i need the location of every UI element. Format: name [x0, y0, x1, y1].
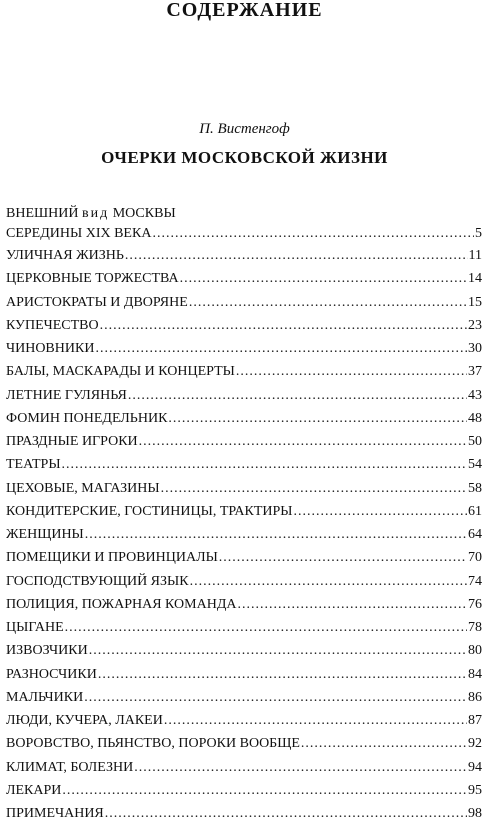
toc-entry-page: 74 [468, 573, 482, 589]
toc-entry[interactable] [6, 407, 482, 430]
dot-leader [84, 686, 467, 709]
page-heading: СОДЕРЖАНИЕ [166, 0, 323, 21]
toc-entry[interactable] [6, 779, 482, 802]
toc-entry-page: 58 [468, 480, 482, 496]
dot-leader [62, 453, 467, 476]
toc-entry-title: ВОРОВСТВО, ПЬЯНСТВО, ПОРОКИ ВООБЩЕ [6, 736, 300, 752]
toc-entry-page: 37 [468, 364, 482, 380]
toc-entry-title: ЛЕТНИЕ ГУЛЯНЬЯ [6, 387, 127, 403]
toc-entry-list [6, 244, 482, 825]
toc-entry-title: СЕРЕДИНЫ XIX ВЕКА [6, 226, 152, 241]
toc-entry-page: 15 [468, 294, 482, 310]
toc-entry-title: КОНДИТЕРСКИЕ, ГОСТИНИЦЫ, ТРАКТИРЫ [6, 503, 293, 519]
toc-entry-page: 30 [468, 341, 482, 356]
dot-leader [125, 244, 468, 267]
toc-entry-title: ГОСПОДСТВУЮЩИЙ ЯЗЫК [6, 573, 189, 589]
toc-entry[interactable] [6, 430, 482, 453]
dot-leader [89, 639, 467, 662]
toc-entry[interactable] [6, 570, 482, 593]
dot-leader [301, 732, 467, 755]
toc-entry-line [6, 204, 482, 224]
toc-entry-title: ЦЫГАНЕ [6, 620, 64, 635]
dot-leader [105, 802, 467, 825]
toc-entry-title: КЛИМАТ, БОЛЕЗНИ [6, 759, 134, 775]
toc-entry[interactable] [6, 500, 482, 523]
dot-leader [168, 407, 467, 430]
toc-entry-page: 84 [468, 666, 482, 682]
toc-entry-page: 98 [468, 806, 482, 821]
toc-entry[interactable] [6, 244, 482, 267]
toc-entry-page: 50 [468, 434, 482, 449]
toc-entry[interactable] [6, 453, 482, 476]
toc-entry-title: ЛЮДИ, КУЧЕРА, ЛАКЕИ [6, 713, 163, 728]
toc-entry[interactable] [6, 663, 482, 686]
toc-entry[interactable] [6, 224, 482, 244]
work-title: ОЧЕРКИ МОСКОВСКОЙ ЖИЗНИ [101, 148, 388, 167]
toc-entry-title: ТЕАТРЫ [6, 457, 61, 473]
toc-entry[interactable] [6, 546, 482, 569]
dot-leader [190, 570, 467, 593]
dot-leader [100, 314, 467, 337]
toc-entry-page: 76 [468, 596, 482, 612]
toc-entry[interactable] [6, 314, 482, 337]
toc-entry[interactable] [6, 337, 482, 360]
toc-entry-title: ЦЕХОВЫЕ, МАГАЗИНЫ [6, 480, 160, 496]
toc-entry[interactable] [6, 732, 482, 755]
toc-entry[interactable] [6, 523, 482, 546]
toc-entry-page: 64 [468, 527, 482, 542]
toc-entry-page: 61 [468, 503, 482, 519]
dot-leader [161, 477, 467, 500]
dot-leader [95, 337, 467, 360]
toc-entry[interactable] [6, 686, 482, 709]
toc-entry[interactable] [6, 384, 482, 407]
toc-entry-page: 23 [468, 317, 482, 333]
dot-leader [134, 756, 467, 779]
toc-entry-page: 94 [468, 759, 482, 775]
toc-entry-title: ЦЕРКОВНЫЕ ТОРЖЕСТВА [6, 271, 179, 287]
toc-entry-title: ПОМЕЩИКИ И ПРОВИНЦИАЛЫ [6, 550, 218, 566]
toc-entry-title: ПРИМЕЧАНИЯ [6, 806, 104, 821]
toc-entry[interactable] [6, 593, 482, 616]
dot-leader [189, 291, 467, 314]
dot-leader [62, 779, 467, 802]
toc-entry[interactable] [6, 616, 482, 639]
toc-entry[interactable] [6, 267, 482, 290]
toc-entry-title: МАЛЬЧИКИ [6, 689, 84, 705]
toc-entry[interactable] [6, 802, 482, 825]
toc-entry-page: 78 [468, 620, 482, 635]
dot-leader [236, 360, 467, 383]
dot-leader [85, 523, 467, 546]
toc-entry-page: 5 [475, 226, 482, 241]
toc-entry-page: 70 [468, 550, 482, 566]
toc-entry-title: БАЛЫ, МАСКАРАДЫ И КОНЦЕРТЫ [6, 364, 235, 380]
toc-entry-title: ФОМИН ПОНЕДЕЛЬНИК [6, 410, 168, 426]
toc-entry-title: КУПЕЧЕСТВО [6, 317, 99, 333]
toc-entry-title: ИЗВОЗЧИКИ [6, 643, 88, 659]
toc-entry-title: ПОЛИЦИЯ, ПОЖАРНАЯ КОМАНДА [6, 596, 237, 612]
dot-leader [164, 709, 467, 732]
toc-entry-page: 14 [468, 271, 482, 287]
toc-entry-page: 92 [468, 736, 482, 752]
toc-entry-title-part: ВНЕШНИЙ [6, 206, 82, 221]
toc-entry-page: 86 [468, 689, 482, 705]
dot-leader [139, 430, 467, 453]
toc-entry[interactable] [6, 639, 482, 662]
toc-entry-title: ЖЕНЩИНЫ [6, 527, 84, 542]
toc-entry-title: РАЗНОСЧИКИ [6, 666, 97, 682]
toc-entry[interactable] [6, 360, 482, 383]
toc-entry-page: 48 [468, 410, 482, 426]
toc-entry-page: 54 [468, 457, 482, 473]
toc-entry-title: УЛИЧНАЯ ЖИЗНЬ [6, 248, 124, 263]
toc-entry-title-part: вид [81, 206, 110, 221]
toc-entry-page: 43 [468, 387, 482, 403]
toc-entry-page: 80 [468, 643, 482, 659]
toc-entry[interactable] [6, 291, 482, 314]
dot-leader [128, 384, 467, 407]
toc-entry-title: ЛЕКАРИ [6, 782, 62, 798]
dot-leader [238, 593, 468, 616]
dot-leader [294, 500, 468, 523]
toc-entry[interactable] [6, 477, 482, 500]
dot-leader [98, 663, 467, 686]
dot-leader [65, 616, 467, 639]
toc-entry[interactable] [6, 709, 482, 732]
toc-entry-title: АРИСТОКРАТЫ И ДВОРЯНЕ [6, 294, 188, 310]
dot-leader [219, 546, 467, 569]
toc-entry-title: ПРАЗДНЫЕ ИГРОКИ [6, 434, 138, 449]
toc-entry-title: ЧИНОВНИКИ [6, 341, 95, 356]
table-of-contents [6, 204, 482, 825]
dot-leader [152, 224, 474, 244]
toc-entry-page: 87 [468, 713, 482, 728]
toc-entry-title-part: МОСКВЫ [109, 206, 176, 221]
toc-entry-page: 95 [468, 782, 482, 798]
toc-entry[interactable] [6, 756, 482, 779]
toc-entry-page: 11 [468, 248, 482, 263]
author-name: П. Вистенгоф [199, 121, 290, 137]
dot-leader [180, 267, 467, 290]
